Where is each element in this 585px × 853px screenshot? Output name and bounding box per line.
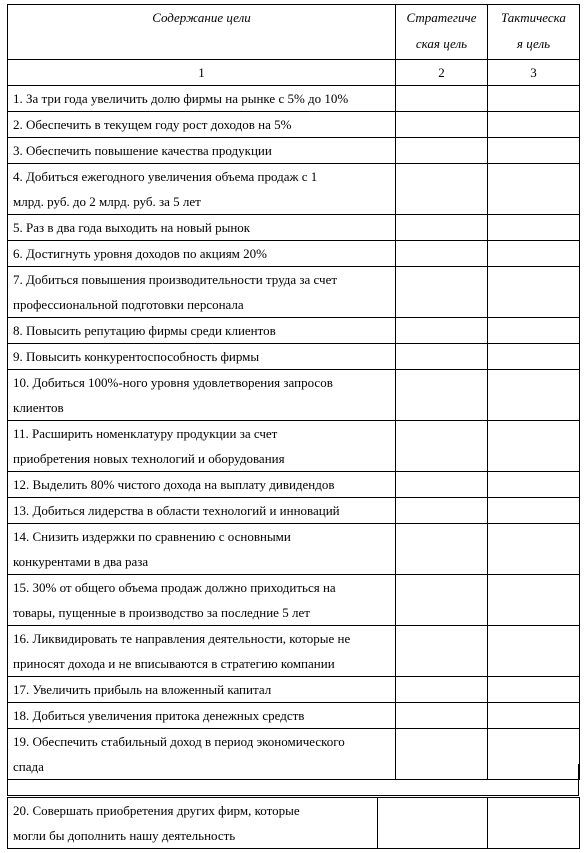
column-numbering-row	[8, 60, 580, 86]
table-row	[8, 677, 580, 703]
tactical-cell[interactable]	[488, 164, 580, 215]
goal-text-18	[8, 703, 396, 729]
goal-text-20	[8, 798, 378, 849]
goal-text-8	[8, 318, 396, 344]
goal-text-3	[8, 138, 396, 164]
strategic-cell[interactable]	[378, 798, 488, 849]
strategic-cell[interactable]	[396, 86, 488, 112]
goal-text-line: 15. 30% от общего объема продаж должно приходиться на	[13, 580, 336, 595]
table-row	[8, 112, 580, 138]
goals-table-continuation	[7, 797, 580, 849]
goal-text-5	[8, 215, 396, 241]
table-row	[8, 344, 580, 370]
tactical-cell[interactable]	[488, 575, 580, 626]
goal-text-line: конкурентами в два раза	[13, 554, 149, 569]
goal-text-15	[8, 575, 396, 626]
table-row	[8, 318, 580, 344]
strategic-cell[interactable]	[396, 498, 488, 524]
strategic-cell[interactable]	[396, 421, 488, 472]
tactical-cell[interactable]	[488, 677, 580, 703]
table-row	[8, 798, 580, 849]
goal-text-line: 19. Обеспечить стабильный доход в период экономического	[13, 734, 345, 749]
goal-text-line: 6. Достигнуть уровня доходов по акциям 20%	[13, 246, 267, 261]
table-row	[8, 241, 580, 267]
goal-text-11	[8, 421, 396, 472]
strategic-cell[interactable]	[396, 241, 488, 267]
table-bottom-gap	[7, 764, 579, 796]
goal-text-line: приобретения новых технологий и оборудования	[13, 451, 285, 466]
goal-text-7	[8, 267, 396, 318]
table-row	[8, 498, 580, 524]
goal-text-line: 7. Добиться повышения производительности труда за счет	[13, 272, 338, 287]
header-goal-content	[8, 5, 396, 60]
tactical-cell[interactable]	[488, 241, 580, 267]
goal-text-12	[8, 472, 396, 498]
strategic-cell[interactable]	[396, 524, 488, 575]
strategic-cell[interactable]	[396, 138, 488, 164]
table-row	[8, 138, 580, 164]
strategic-cell[interactable]	[396, 164, 488, 215]
column-number-2: 2	[396, 60, 488, 86]
goal-text-line: 18. Добиться увеличения притока денежных средств	[13, 708, 305, 723]
goal-text-1	[8, 86, 396, 112]
table-row	[8, 215, 580, 241]
goal-text-line: 3. Обеспечить повышение качества продукции	[13, 143, 272, 158]
header-goal-content-text: Содержание цели	[152, 10, 251, 25]
goal-text-line: 12. Выделить 80% чистого дохода на выплату дивидендов	[13, 477, 335, 492]
table-row	[8, 164, 580, 215]
table-row	[8, 86, 580, 112]
goal-text-line: 13. Добиться лидерства в области технологий и инноваций	[13, 503, 340, 518]
goal-text-line: товары, пущенные в производство за последние 5 лет	[13, 605, 310, 620]
goal-text-line: профессиональной подготовки персонала	[13, 297, 244, 312]
column-number-3: 3	[488, 60, 580, 86]
goal-text-line: 10. Добиться 100%-ного уровня удовлетворения запросов	[13, 375, 333, 390]
goal-text-17	[8, 677, 396, 703]
goal-text-9	[8, 344, 396, 370]
tactical-cell[interactable]	[488, 86, 580, 112]
strategic-cell[interactable]	[396, 215, 488, 241]
strategic-cell[interactable]	[396, 112, 488, 138]
table-row	[8, 575, 580, 626]
header-tactical-line1: Тактическа	[501, 10, 566, 25]
tactical-cell[interactable]	[488, 112, 580, 138]
goals-table	[7, 4, 580, 780]
goal-text-line: млрд. руб. до 2 млрд. руб. за 5 лет	[13, 194, 201, 209]
goal-text-line: могли бы дополнить нашу деятельность	[13, 828, 236, 843]
tactical-cell[interactable]	[488, 267, 580, 318]
goal-text-line: приносят дохода и не вписываются в стратегию компании	[13, 656, 335, 671]
table-row	[8, 472, 580, 498]
goal-text-2	[8, 112, 396, 138]
strategic-cell[interactable]	[396, 472, 488, 498]
goal-text-line: спада	[13, 759, 44, 774]
table-row	[8, 267, 580, 318]
goal-text-6	[8, 241, 396, 267]
strategic-cell[interactable]	[396, 626, 488, 677]
tactical-cell[interactable]	[488, 626, 580, 677]
strategic-cell[interactable]	[396, 575, 488, 626]
tactical-cell[interactable]	[488, 798, 580, 849]
tactical-cell[interactable]	[488, 215, 580, 241]
table-row	[8, 703, 580, 729]
goal-text-line: 1. За три года увеличить долю фирмы на рынке с 5% до 10%	[13, 91, 349, 106]
goal-text-line: 11. Расширить номенклатуру продукции за счет	[13, 426, 278, 441]
tactical-cell[interactable]	[488, 498, 580, 524]
strategic-cell[interactable]	[396, 677, 488, 703]
table-header-row	[8, 5, 580, 60]
goal-text-line: 16. Ликвидировать те направления деятельности, которые не	[13, 631, 351, 646]
goal-text-line: клиентов	[13, 400, 64, 415]
tactical-cell[interactable]	[488, 344, 580, 370]
goal-text-4	[8, 164, 396, 215]
header-tactical-goal	[488, 5, 580, 60]
header-strategic-line1: Стратегиче	[406, 10, 477, 25]
strategic-cell[interactable]	[396, 318, 488, 344]
strategic-cell[interactable]	[396, 267, 488, 318]
strategic-cell[interactable]	[396, 703, 488, 729]
tactical-cell[interactable]	[488, 138, 580, 164]
header-strategic-line2: ская цель	[415, 36, 468, 51]
tactical-cell[interactable]	[488, 524, 580, 575]
goal-text-line: 8. Повысить репутацию фирмы среди клиентов	[13, 323, 276, 338]
header-strategic-goal	[396, 5, 488, 60]
tactical-cell[interactable]	[488, 703, 580, 729]
tactical-cell[interactable]	[488, 370, 580, 421]
goal-text-line: 4. Добиться ежегодного увеличения объема продаж с 1	[13, 169, 318, 184]
goal-text-line: 5. Раз в два года выходить на новый рынок	[13, 220, 251, 235]
tactical-cell[interactable]	[488, 472, 580, 498]
table-row	[8, 421, 580, 472]
tactical-cell[interactable]	[488, 421, 580, 472]
table-row	[8, 524, 580, 575]
goal-text-line: 17. Увеличить прибыль на вложенный капитал	[13, 682, 272, 697]
goal-text-line: 20. Совершать приобретения других фирм, которые	[13, 803, 300, 818]
goal-text-line: 2. Обеспечить в текущем году рост доходов на 5%	[13, 117, 292, 132]
column-number-1: 1	[8, 60, 396, 86]
strategic-cell[interactable]	[396, 370, 488, 421]
goal-text-10	[8, 370, 396, 421]
table-row	[8, 370, 580, 421]
strategic-cell[interactable]	[396, 344, 488, 370]
table-row	[8, 626, 580, 677]
goal-text-14	[8, 524, 396, 575]
goal-text-13	[8, 498, 396, 524]
goal-text-line: 14. Снизить издержки по сравнению с основными	[13, 529, 291, 544]
goal-text-line: 9. Повысить конкурентоспособность фирмы	[13, 349, 260, 364]
header-tactical-line2: я цель	[516, 36, 551, 51]
goal-text-16	[8, 626, 396, 677]
tactical-cell[interactable]	[488, 318, 580, 344]
